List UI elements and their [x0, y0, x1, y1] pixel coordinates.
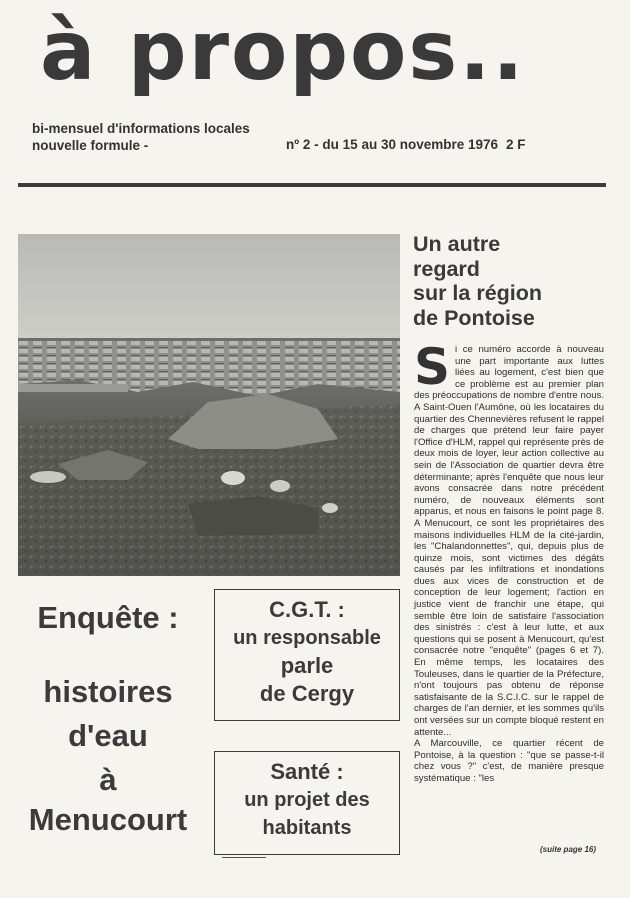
cgt-box-line: un responsable [233, 627, 381, 649]
masthead-subtitle-line2: nouvelle formule - [32, 138, 149, 153]
issue-price: 2 F [506, 137, 526, 152]
issue-line [286, 137, 526, 152]
teaser-line: à [99, 762, 117, 797]
masthead-rule [18, 183, 606, 187]
article-paragraph-1: i ce numéro accorde à nouveau une part importante aux luttes liées au logement, c'est bien que ce problème est au premier plan des préoccupations de nombre d'entre nous. A Saint-Ouen l'Aumône, où les locataires du quartier des Chennevières refusent le rappel de charges que prétend leur faire payer l'Office d'HLM, rappel qui représente près de deux mois de loyer, leur action collective au sein de l'Association de quartier devra être déterminante; après l'enquête que nous leur avons consacrée dans notre précédent numéro, de nouveaux éléments sont apparus, et nous en faisons le point page 8. A Menucourt, ce sont les propriétaires des maisons individuelles HLM de la cité-jardin, les "Chalandonnettes", qui, depuis plus de quinze mois, sont victimes des dégâts causés par les infiltrations et inondations dues aux vices de construction et de conception de leur logement; l'action en justice vient de franchir une étape, qui semble être loin de satisfaire l'association des sinistrés : c'est à leur lutte, et aux questions qui se posent à Menucourt, qu'est consacrée notre "enquête" (pages 6 et 7). En même temps, les locataires des Touleuses, dans le quartier de la Préfecture, n'ont toujours pas obtenu de réponse satisfaisante de la S.C.I.C. sur le rappel de charges de l'an dernier, et les sommes qu'ils ont versées sur un compte bloqué restent en attente... [414, 344, 604, 738]
cover-photo-illustration [18, 234, 400, 576]
cover-photo [18, 234, 400, 576]
cover-headline [413, 232, 613, 330]
masthead-subtitle-line1: bi-mensuel d'informations locales [32, 121, 250, 136]
sante-box-line: un projet des [244, 789, 370, 811]
masthead-title: à propos.. [40, 4, 526, 99]
issue-number-date: nº 2 - du 15 au 30 novembre 1976 [286, 137, 499, 152]
cover-headline-line4: de Pontoise [413, 305, 535, 330]
sante-teaser-box [214, 751, 400, 855]
footer-rule [222, 857, 266, 858]
cgt-box-line: de Cergy [259, 681, 355, 706]
cover-headline-line1: Un autre [413, 232, 501, 256]
cover-article [414, 338, 604, 785]
teaser-line: Menucourt [28, 802, 188, 837]
cgt-teaser-box [214, 589, 400, 721]
teaser-line: histoires [43, 674, 173, 709]
teaser-title: Enquête : [37, 600, 179, 635]
cgt-box-line: parle [280, 653, 334, 678]
article-paragraph-2: A Marcouville, ce quartier récent de Pontoise, à la question : "que se passe-t-il chez vous ?" c'est, de manière presque systématique : "les [414, 738, 604, 784]
cover-headline-line2: regard [413, 256, 480, 281]
sante-box-line: habitants [262, 817, 352, 839]
cgt-box-line: C.G.T. : [269, 597, 345, 622]
cover-headline-line3: sur la région [413, 281, 543, 305]
article-dropcap: S [414, 338, 451, 396]
sante-box-line: Santé : [270, 759, 344, 784]
article-continued: (suite page 16) [540, 845, 597, 854]
teaser-line: d'eau [68, 718, 148, 753]
